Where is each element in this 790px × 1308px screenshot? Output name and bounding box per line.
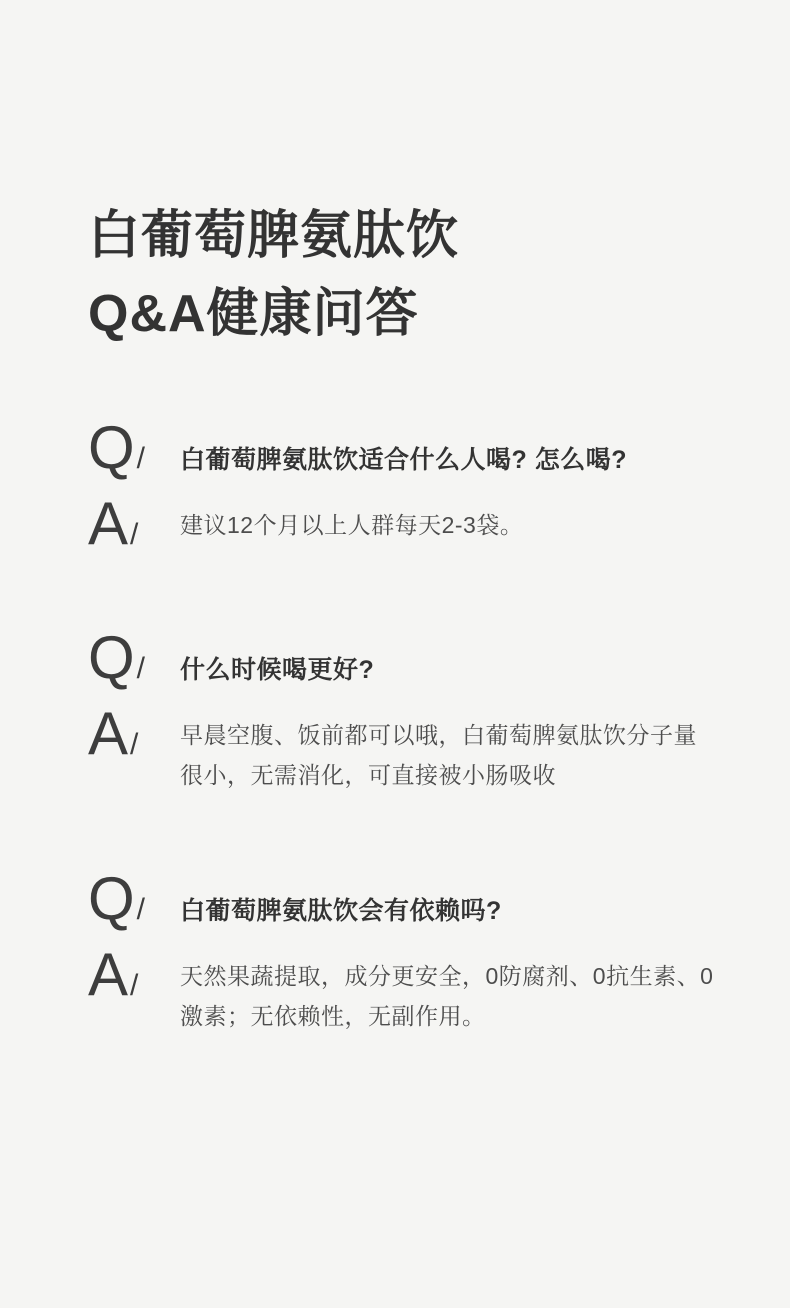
answer-marker bbox=[88, 941, 180, 1008]
question-marker bbox=[88, 414, 180, 481]
answer-line: 早晨空腹、饭前都可以哦，白葡萄脾氨肽饮分子量 bbox=[180, 722, 697, 748]
answer-text bbox=[180, 505, 523, 545]
answer-row bbox=[88, 490, 790, 557]
question-marker-letter: Q bbox=[88, 624, 135, 691]
qa-group-2 bbox=[88, 624, 790, 795]
answer-marker bbox=[88, 700, 180, 767]
slash-mark: / bbox=[130, 728, 139, 761]
question-marker-letter: Q bbox=[88, 414, 135, 481]
answer-line: 天然果蔬提取，成分更安全，0防腐剂、0抗生素、0 bbox=[180, 963, 714, 989]
answer-marker-letter: A bbox=[88, 700, 129, 767]
slash-mark: / bbox=[130, 969, 139, 1002]
question-marker bbox=[88, 865, 180, 932]
question-row bbox=[88, 865, 790, 932]
question-row bbox=[88, 624, 790, 691]
answer-marker-letter: A bbox=[88, 941, 129, 1008]
answer-line: 激素；无依赖性，无副作用。 bbox=[180, 1003, 486, 1029]
answer-line: 建议12个月以上人群每天2-3袋。 bbox=[180, 512, 524, 538]
answer-row bbox=[88, 941, 790, 1036]
question-marker bbox=[88, 624, 180, 691]
qa-group-1 bbox=[88, 414, 790, 557]
slash-mark: / bbox=[136, 652, 146, 685]
answer-row bbox=[88, 700, 790, 795]
answer-marker bbox=[88, 490, 180, 557]
slash-mark: / bbox=[130, 518, 139, 551]
question-text: 什么时候喝更好? bbox=[180, 656, 375, 684]
qa-list bbox=[88, 414, 790, 1036]
question-text: 白葡萄脾氨肽饮会有依赖吗? bbox=[180, 897, 502, 925]
question-text: 白葡萄脾氨肽饮适合什么人喝? 怎么喝? bbox=[180, 446, 627, 474]
slash-mark: / bbox=[136, 442, 146, 475]
question-row bbox=[88, 414, 790, 481]
page-title-line-2: Q&A健康问答 bbox=[88, 285, 419, 343]
answer-text bbox=[180, 715, 697, 795]
page-title bbox=[88, 197, 790, 353]
question-marker-letter: Q bbox=[88, 865, 135, 932]
answer-line: 很小，无需消化，可直接被小肠吸收 bbox=[180, 762, 556, 788]
qa-group-3 bbox=[88, 865, 790, 1036]
answer-text bbox=[180, 956, 713, 1036]
page-title-line-1: 白葡萄脾氨肽饮 bbox=[88, 207, 460, 265]
answer-marker-letter: A bbox=[88, 490, 129, 557]
slash-mark: / bbox=[136, 893, 146, 926]
